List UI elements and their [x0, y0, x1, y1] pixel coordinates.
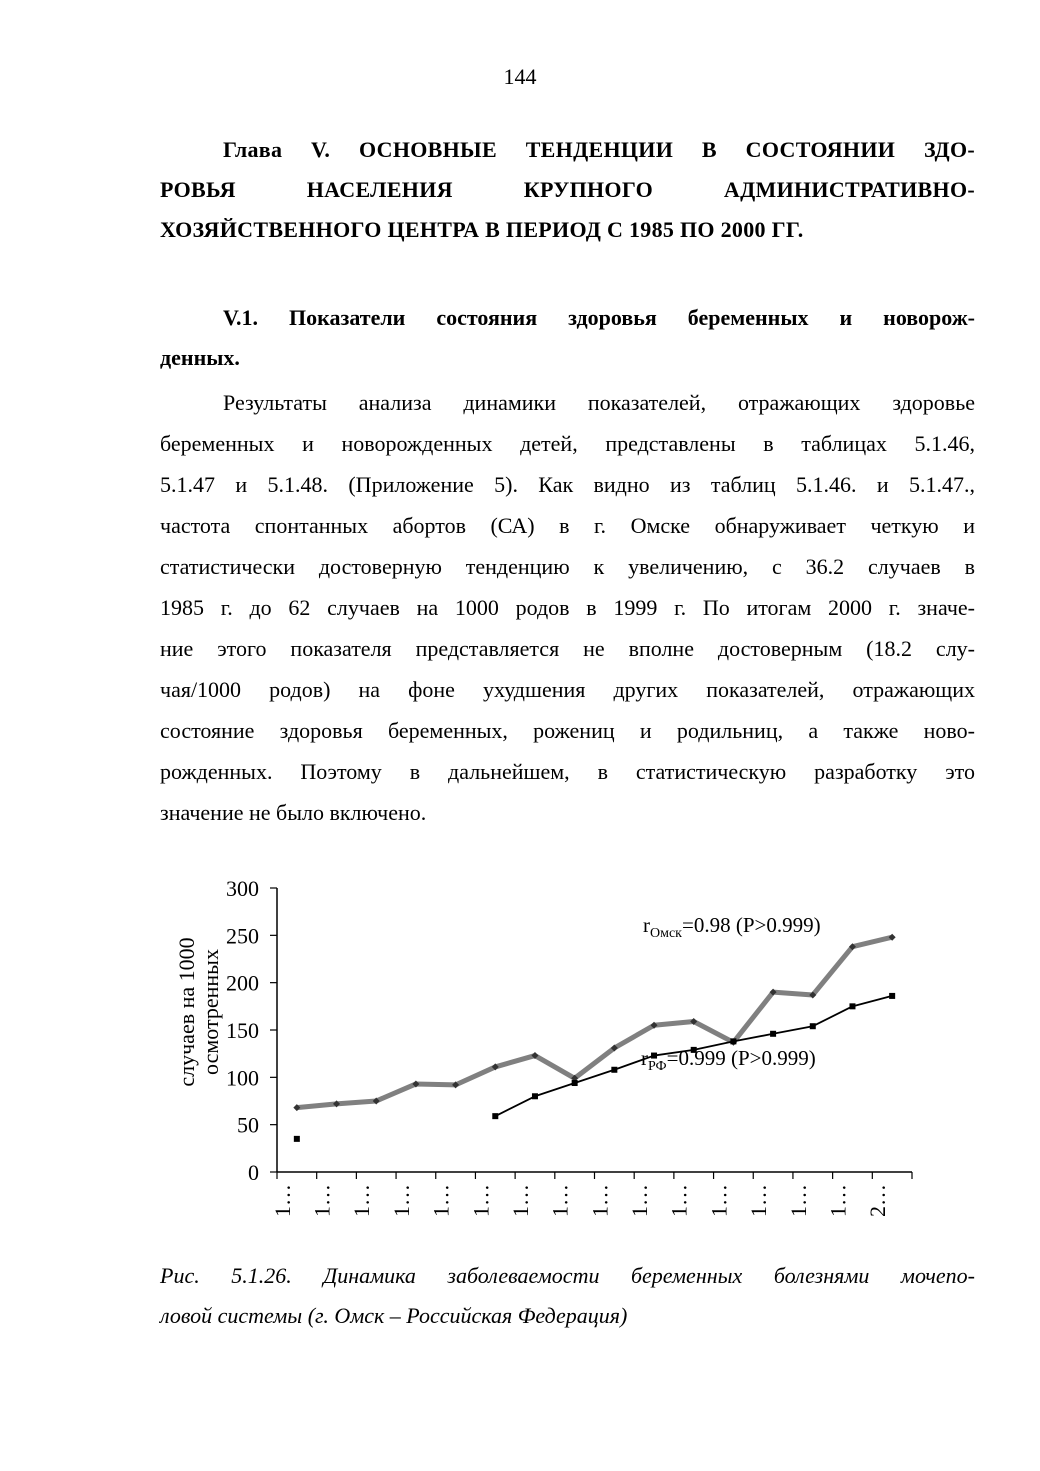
y-axis-title-line: случаев на 1000 — [174, 937, 199, 1087]
x-tick-label: 1… — [666, 1184, 692, 1217]
chapter-heading-line: ХОЗЯЙСТВЕННОГО ЦЕНТРА В ПЕРИОД С 1985 ПО 2000 ГГ. — [160, 217, 804, 242]
x-tick-label: 1… — [507, 1184, 533, 1217]
series-rf-point — [810, 1023, 816, 1029]
annotation-rf: $r_{РФ}=0.999$ (P>0.999) — [641, 1046, 816, 1074]
y-tick-label: 300 — [226, 876, 259, 901]
series-rf-point — [889, 993, 895, 999]
x-tick-label: 1… — [468, 1184, 494, 1217]
y-tick-label: 100 — [226, 1065, 259, 1091]
x-tick-label: 1… — [428, 1184, 454, 1217]
x-tick-label: 1… — [627, 1184, 653, 1217]
y-tick-label: 150 — [226, 1018, 259, 1043]
series-rf-point — [770, 1031, 776, 1037]
x-tick-label: 1… — [269, 1184, 295, 1217]
x-tick-label: 2… — [865, 1184, 891, 1217]
chapter-heading-line: Глава V. ОСНОВНЫЕ ТЕНДЕНЦИИ В СОСТОЯНИИ ЗДО- — [223, 137, 975, 162]
x-tick-label: 1… — [825, 1184, 851, 1217]
x-tick-labels — [270, 1184, 890, 1217]
series-omsk — [293, 934, 895, 1111]
paragraph-line: 1985 г. до 62 случаев на 1000 родов в 1999 г. По итогам 2000 г. значе- — [160, 595, 975, 620]
series-rf-point — [532, 1093, 538, 1099]
y-axis-title-line: осмотренных — [198, 949, 223, 1075]
series-rf-point — [849, 1003, 855, 1009]
paragraph-line: состояние здоровья беременных, рожениц и родильниц, а также ново- — [160, 718, 975, 743]
paragraph-line: 5.1.47 и 5.1.48. (Приложение 5). Как видно из таблиц 5.1.46. и 5.1.47., — [160, 472, 975, 497]
paragraph-line: частота спонтанных абортов (СА) в г. Омске обнаруживает четкую и — [160, 513, 975, 538]
y-tick-label: 50 — [237, 1112, 259, 1138]
series-rf-point — [611, 1067, 617, 1073]
section-heading-line: денных. — [160, 345, 240, 370]
x-tick-label: 1… — [746, 1184, 772, 1217]
caption-line: ловой системы (г. Омск – Российская Федерация) — [160, 1303, 628, 1328]
series-rf-point — [492, 1113, 498, 1119]
series-rf-point — [572, 1080, 578, 1086]
y-tick-label: 200 — [226, 970, 259, 996]
series-omsk-line — [297, 937, 892, 1107]
section-heading-line: V.1. Показатели состояния здоровья беременных и новорож- — [223, 305, 975, 330]
caption-line: Рис. 5.1.26. Динамика заболеваемости беременных болезнями мочепо- — [160, 1263, 975, 1288]
page-number: 144 — [503, 64, 537, 89]
paragraph-line: статистически достоверную тенденцию к увеличению, с 36.2 случаев в — [160, 554, 975, 579]
y-axis-title — [174, 937, 223, 1086]
paragraph-line: Результаты анализа динамики показателей, отражающих здоровье — [223, 390, 975, 415]
paragraph-line: чая/1000 родов) на фоне ухудшения других показателей, отражающих — [160, 677, 975, 702]
series-rf-point — [294, 1136, 300, 1142]
paragraph-line: значение не было включено. — [160, 800, 427, 825]
x-tick-label: 1… — [388, 1184, 414, 1217]
morbidity-line-chart — [150, 860, 930, 1220]
paragraph-line: ние этого показателя представляется не вполне достоверным (18.2 слу- — [160, 636, 975, 661]
annotation-omsk: $r_{Омск}=0.98$ (P>0.999) — [643, 913, 821, 941]
paragraph-line: рожденных. Поэтому в дальнейшем, в статистическую разработку это — [160, 759, 975, 784]
series-rf-point — [651, 1053, 657, 1059]
x-tick-label: 1… — [587, 1184, 613, 1217]
x-tick-label: 1… — [547, 1184, 573, 1217]
x-tick-label: 1… — [785, 1184, 811, 1217]
x-tick-label: 1… — [349, 1184, 375, 1217]
y-tick-label: 250 — [226, 923, 259, 949]
x-tick-label: 1… — [309, 1184, 335, 1217]
x-tick-label: 1… — [706, 1184, 732, 1217]
series-rf-point — [730, 1038, 736, 1044]
y-tick-labels — [226, 876, 259, 1185]
chapter-heading-line: РОВЬЯ НАСЕЛЕНИЯ КРУПНОГО АДМИНИСТРАТИВНО- — [160, 177, 975, 202]
paragraph-line: беременных и новорожденных детей, представлены в таблицах 5.1.46, — [160, 431, 975, 456]
y-tick-label: 0 — [248, 1160, 259, 1185]
